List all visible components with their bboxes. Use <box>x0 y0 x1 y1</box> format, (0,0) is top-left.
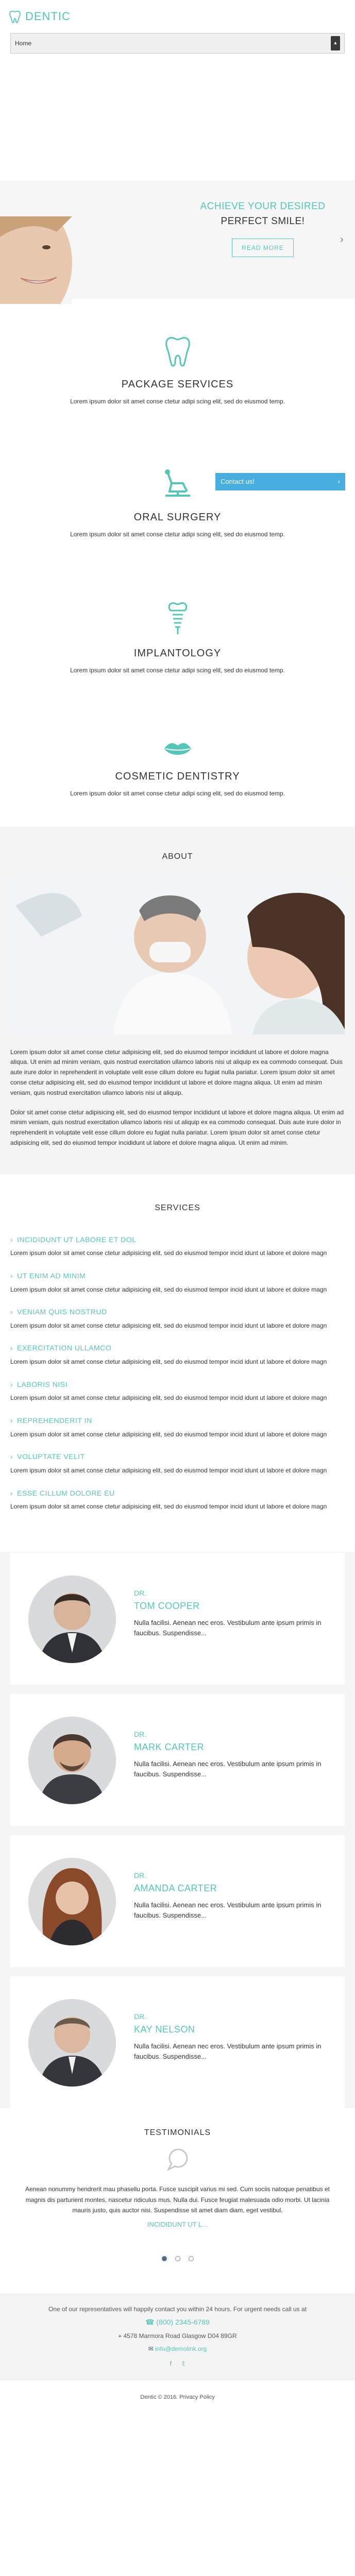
nav-current: Home <box>15 39 32 47</box>
hero-smile-image <box>0 216 72 304</box>
accordion-title[interactable]: › INCIDIDUNT UT LABORE ET DOL <box>10 1234 345 1246</box>
carousel-dot[interactable] <box>189 2256 194 2261</box>
chevron-right-icon: › <box>10 1380 13 1388</box>
footer-contact-note: One of our representatives will happily contact you within 24 hours. For urgent needs call us at <box>48 2305 307 2313</box>
services-title: SERVICES <box>155 1203 200 1212</box>
testimonial-author: INCIDIDUNT UT L... <box>147 2221 208 2229</box>
brand-name[interactable]: DENTIC <box>25 9 71 23</box>
accordion-title[interactable]: › ESSE CILLUM DOLORE EU <box>10 1488 345 1499</box>
nav-toggle-icon[interactable]: ▲ <box>331 36 340 50</box>
avatar <box>28 1999 116 2087</box>
member-bio: Nulla facilisi. Aenean nec eros. Vestibulum ante ipsum primis in faucibus. Suspendisse... <box>134 2042 322 2060</box>
hero-line-1: ACHIEVE YOUR DESIRED <box>200 201 326 212</box>
tooth-icon <box>164 335 192 368</box>
accordion-text: Lorem ipsum dolor sit amet conse ctetur adipisicing elit, sed do eiusmod tempor incid idunt ut labore et dolore magn <box>10 1503 327 1511</box>
service-implantology <box>0 601 355 675</box>
testimonial-text: Aenean nonummy hendrerit mau phasellu porta. Fusce suscipit varius mi sed. Cum sociis natoque penatibus et magnis dis parturient montes, nascetur ridiculus mus. Nulla dui. Fusce feugiat malesuada odio morbi. Ut lacinia mauris justo, quis auctor nisi. Suspendisse sit amet diam diam, eget vestibul. <box>25 2185 330 2214</box>
about-dentist-image <box>10 875 345 1035</box>
read-more-button[interactable]: READ MORE <box>232 239 294 258</box>
nav-select[interactable] <box>10 33 345 54</box>
accordion-text: Lorem ipsum dolor sit amet conse ctetur adipisicing elit, sed do eiusmod tempor incid idunt ut labore et dolore magn <box>10 1285 327 1293</box>
twitter-icon[interactable]: 𝕥 <box>182 2360 185 2368</box>
accordion-text: Lorem ipsum dolor sit amet conse ctetur adipisicing elit, sed do eiusmod tempor incid idunt ut labore et dolore magn <box>10 1321 327 1329</box>
team-section <box>0 1552 355 2108</box>
implant-icon <box>167 601 188 637</box>
accordion-text: Lorem ipsum dolor sit amet conse ctetur adipisicing elit, sed do eiusmod tempor incid idunt ut labore et dolore magn <box>10 1249 327 1257</box>
facebook-icon[interactable]: f <box>170 2360 172 2368</box>
accordion-title[interactable]: › UT ENIM AD MINIM <box>10 1270 345 1282</box>
carousel-dot[interactable] <box>162 2256 167 2261</box>
footer-email[interactable]: ✉ info@demolink.org <box>148 2345 207 2352</box>
member-role: DR. <box>134 2012 147 2021</box>
next-slide-arrow-icon[interactable]: › <box>340 234 344 245</box>
contact-us-button[interactable] <box>215 473 345 490</box>
testimonials-title: TESTIMONIALS <box>144 2128 211 2137</box>
about-paragraph-1: Lorem ipsum dolor sit amet conse ctetur adipisicing elit, sed do eiusmod tempor incididunt ut labore et dolore magna aliqua. Ut enim ad minim veniam, quis nostrud exercitation ullamco laboris nisi ut aliquip ex ea commodo consequat. Duis aute irure dolor in reprehenderit in voluptate velit esse cillum dolore eu fugiat nulla pariatur. Lorem ipsum dolor sit amet conse ctetur adipisicing elit, sed do eiusmod tempor incididunt ut labore et dolore magna aliqua. Ut enim ad minim veniam, quis nostrud exercitation ullamco laboris nisi ut aliquip. <box>10 1048 343 1096</box>
hero-caption <box>178 199 348 257</box>
accordion-item[interactable] <box>10 1234 345 1258</box>
about-paragraph-2: Dolor sit amet conse ctetur adipisicing elit, sed do eiusmod tempor incididunt ut labore et dolore magna aliqua. Ut enim ad minim veniam, quis nostrud exercitation ullamco laboris nisi ut aliquip ex ea commodo consequat. Duis aute irure dolor in reprehenderit in voluptate velit esse cillum dolore eu fugiat nulla pariatur. Lorem ipsum dolor sit amet conse ctetur adipisicing elit, sed do eiusmod tempor incididunt ut labore et dolore magna aliqua. Ut enim ad minim. <box>10 1108 344 1146</box>
dental-chair-icon <box>162 468 193 501</box>
chevron-right-icon: › <box>10 1416 13 1425</box>
chevron-right-icon: › <box>10 1488 13 1497</box>
footer-phone[interactable]: ☎ (800) 2345-6789 <box>145 2318 210 2327</box>
services-list <box>0 1174 355 1552</box>
member-name[interactable]: AMANDA CARTER <box>134 1883 217 1893</box>
service-title: COSMETIC DENTISTRY <box>115 770 240 782</box>
copyright: Dentic © 2016. Privacy Policy <box>0 2381 355 2436</box>
member-role: DR. <box>134 1588 147 1597</box>
footer-address: ⌖ 4578 Marmora Road Glasgow D04 89GR <box>118 2332 237 2340</box>
accordion-title[interactable]: › REPREHENDERIT IN <box>10 1415 345 1427</box>
accordion-text: Lorem ipsum dolor sit amet conse ctetur adipisicing elit, sed do eiusmod tempor incid idunt ut labore et dolore magn <box>10 1358 327 1366</box>
accordion-text: Lorem ipsum dolor sit amet conse ctetur adipisicing elit, sed do eiusmod tempor incid idunt ut labore et dolore magn <box>10 1466 327 1474</box>
avatar <box>28 1717 116 1804</box>
member-role: DR. <box>134 1871 147 1879</box>
accordion-item[interactable] <box>10 1488 345 1512</box>
avatar <box>28 1858 116 1945</box>
member-name[interactable]: KAY NELSON <box>134 2024 195 2035</box>
team-member-card <box>10 1976 345 2108</box>
testimonials-section <box>0 2117 355 2293</box>
team-member-card <box>10 1553 345 1685</box>
social-links <box>0 2359 355 2369</box>
chevron-right-icon: › <box>10 1235 13 1244</box>
service-text: Lorem ipsum dolor sit amet conse ctetur adipi scing elit, sed do eiusmod temp. <box>70 667 285 674</box>
contact-us-label: Contact us! <box>221 478 255 486</box>
member-role: DR. <box>134 1730 147 1738</box>
service-text: Lorem ipsum dolor sit amet conse ctetur adipi scing elit, sed do eiusmod temp. <box>70 530 285 538</box>
service-title: ORAL SURGERY <box>133 511 222 523</box>
member-bio: Nulla facilisi. Aenean nec eros. Vestibulum ante ipsum primis in faucibus. Suspendisse... <box>134 1901 322 1919</box>
team-member-card <box>10 1835 345 1967</box>
service-text: Lorem ipsum dolor sit amet conse ctetur adipi scing elit, sed do eiusmod temp. <box>70 789 285 797</box>
accordion-title[interactable]: › VENIAM QUIS NOSTRUD <box>10 1307 345 1318</box>
accordion-item[interactable] <box>10 1379 345 1403</box>
service-text: Lorem ipsum dolor sit amet conse ctetur adipi scing elit, sed do eiusmod temp. <box>70 397 285 405</box>
avatar <box>28 1575 116 1663</box>
service-title: PACKAGE SERVICES <box>121 378 234 390</box>
hero-line-2: PERFECT SMILE! <box>221 216 305 227</box>
tooth-logo-icon <box>9 9 21 24</box>
lips-icon <box>162 739 193 760</box>
quote-bubble-icon <box>166 2148 189 2171</box>
accordion-item[interactable] <box>10 1270 345 1294</box>
accordion-item[interactable] <box>10 1307 345 1330</box>
header <box>0 0 355 33</box>
carousel-dots <box>10 2256 345 2261</box>
member-name[interactable]: MARK CARTER <box>134 1741 205 1752</box>
member-bio: Nulla facilisi. Aenean nec eros. Vestibulum ante ipsum primis in faucibus. Suspendisse... <box>134 1759 322 1778</box>
carousel-dot[interactable] <box>175 2256 180 2261</box>
accordion-text: Lorem ipsum dolor sit amet conse ctetur adipisicing elit, sed do eiusmod tempor incid idunt ut labore et dolore magn <box>10 1430 327 1438</box>
accordion-title[interactable]: › EXERCITATION ULLAMCO <box>10 1343 345 1354</box>
team-member-card <box>10 1694 345 1826</box>
chevron-right-icon: › <box>10 1452 13 1461</box>
accordion-item[interactable] <box>10 1451 345 1475</box>
service-package <box>0 335 355 406</box>
service-oral-surgery <box>0 468 355 539</box>
service-title: IMPLANTOLOGY <box>133 648 222 659</box>
chevron-right-icon: › <box>10 1271 13 1280</box>
footer <box>0 2293 355 2381</box>
member-name[interactable]: TOM COOPER <box>134 1600 200 1611</box>
chevron-icon: › <box>337 478 340 486</box>
chevron-right-icon: › <box>10 1308 13 1316</box>
accordion-title[interactable]: › VOLUPTATE VELIT <box>10 1451 345 1463</box>
accordion-text: Lorem ipsum dolor sit amet conse ctetur adipisicing elit, sed do eiusmod tempor incid idunt ut labore et dolore magn <box>10 1394 327 1402</box>
hero-slider <box>0 57 355 283</box>
accordion-item[interactable] <box>10 1343 345 1366</box>
service-cosmetic <box>0 739 355 798</box>
member-bio: Nulla facilisi. Aenean nec eros. Vestibulum ante ipsum primis in faucibus. Suspendisse... <box>134 1618 322 1637</box>
about-section <box>0 827 355 1174</box>
chevron-right-icon: › <box>10 1344 13 1352</box>
about-title: ABOUT <box>162 852 193 861</box>
accordion-title[interactable]: › LABORIS NISI <box>10 1379 345 1391</box>
accordion-item[interactable] <box>10 1415 345 1439</box>
